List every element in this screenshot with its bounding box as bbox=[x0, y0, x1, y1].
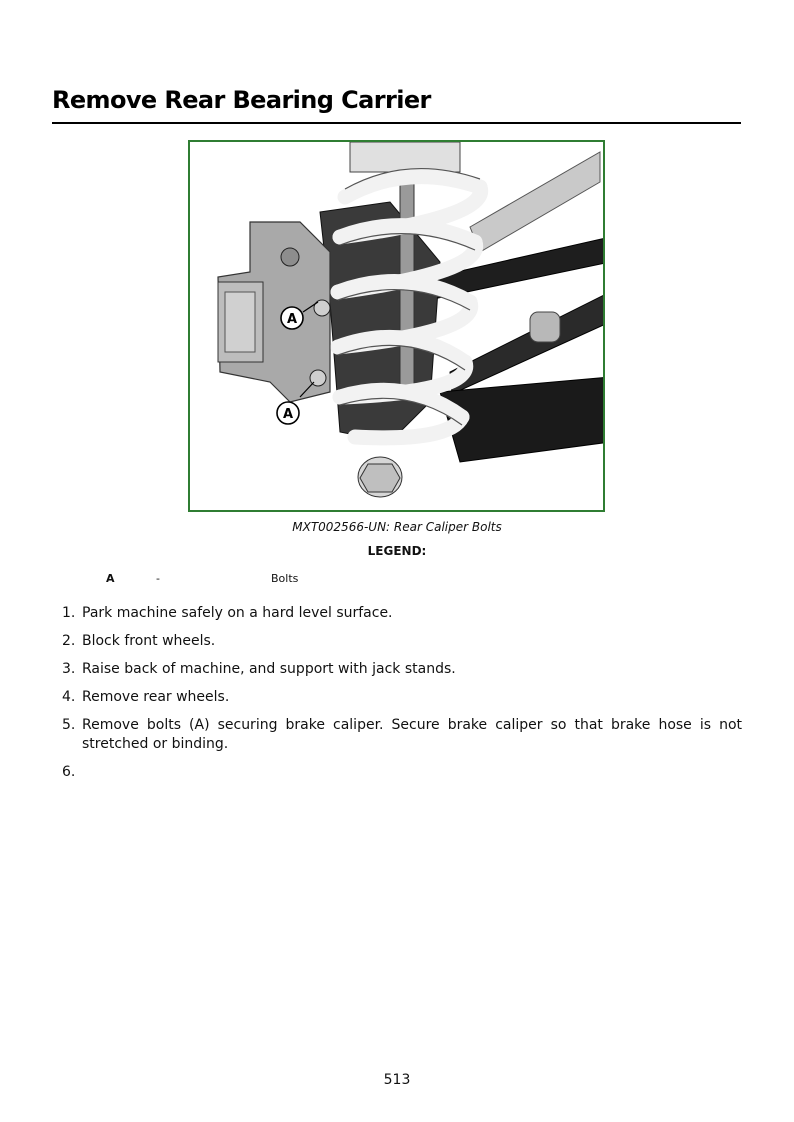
step-number: 1. bbox=[62, 605, 76, 621]
suspension-illustration bbox=[190, 142, 603, 510]
figure-caption: MXT002566-UN: Rear Caliper Bolts bbox=[292, 520, 502, 534]
legend-description: Bolts bbox=[271, 572, 299, 585]
callout-a-upper-label: A bbox=[286, 312, 298, 327]
callout-a-lower-label: A bbox=[282, 407, 294, 422]
step-item bbox=[62, 716, 742, 754]
page-title: Remove Rear Bearing Carrier bbox=[52, 86, 431, 114]
callout-a-upper bbox=[281, 307, 303, 329]
step-number: 5. bbox=[62, 717, 76, 733]
step-text: Block front wheels. bbox=[82, 633, 216, 649]
step-item bbox=[62, 763, 742, 782]
page-number: 513 bbox=[383, 1072, 411, 1088]
legend-title: LEGEND: bbox=[367, 544, 427, 558]
step-number: 3. bbox=[62, 661, 76, 677]
step-text: Raise back of machine, and support with jack stands. bbox=[82, 661, 456, 677]
procedure-steps bbox=[62, 604, 742, 791]
callout-a-lower bbox=[277, 402, 299, 424]
step-text: Remove rear wheels. bbox=[82, 689, 230, 705]
step-number: 2. bbox=[62, 633, 76, 649]
step-item bbox=[62, 660, 742, 679]
title-divider bbox=[52, 122, 741, 124]
step-text bbox=[82, 763, 742, 782]
step-item bbox=[62, 632, 742, 651]
step-item bbox=[62, 604, 742, 623]
figure-rear-caliper-bolts bbox=[188, 140, 605, 512]
step-item bbox=[62, 688, 742, 707]
step-text: Remove bolts (A) securing brake caliper. Secure brake caliper so that brake hose is not stretched or binding. bbox=[82, 717, 742, 752]
legend-separator: - bbox=[156, 572, 160, 585]
step-number: 6. bbox=[62, 764, 76, 780]
step-number: 4. bbox=[62, 689, 76, 705]
step-text: Park machine safely on a hard level surface. bbox=[82, 605, 393, 621]
legend-key: A bbox=[106, 572, 115, 585]
